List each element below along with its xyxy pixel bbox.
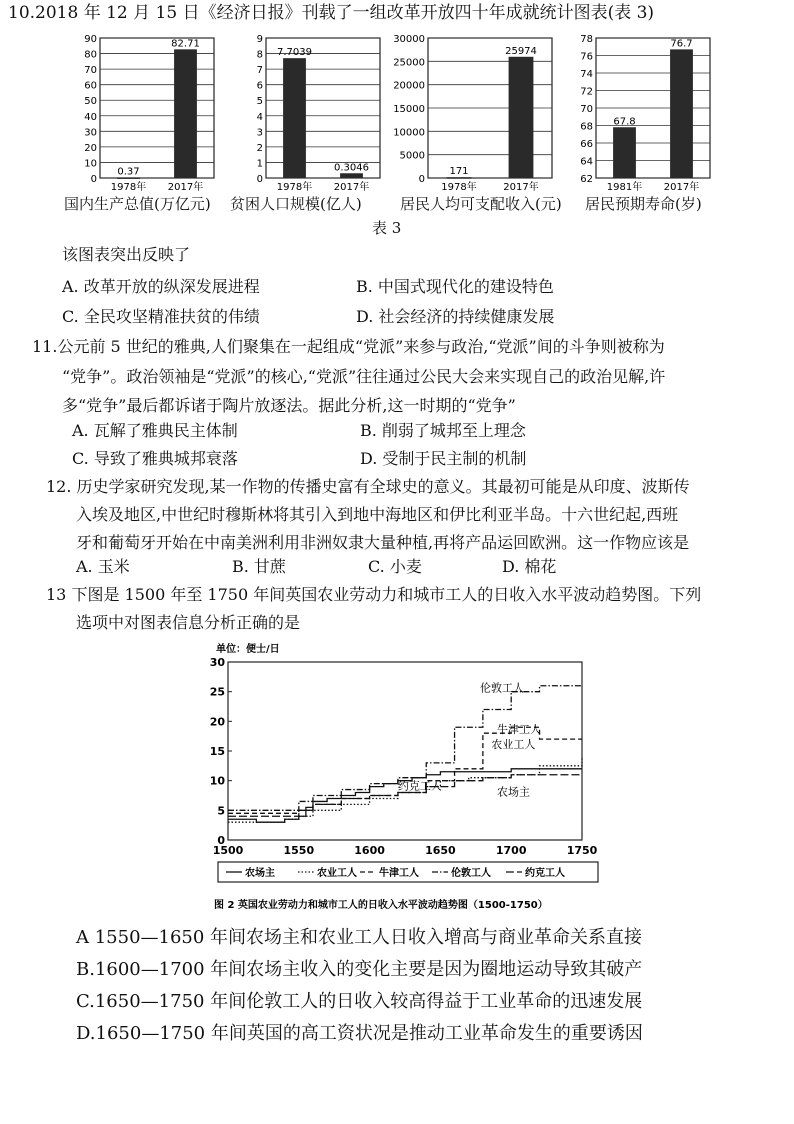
bar — [117, 177, 140, 179]
chart-lifespan — [556, 32, 716, 192]
legend-label: 农业工人 — [317, 868, 357, 879]
q12-option-c[interactable]: C. 小麦 — [368, 557, 422, 576]
y-tick-label: 10000 — [393, 127, 425, 139]
data-label: 171 — [449, 166, 469, 178]
y-tick-label: 80 — [84, 49, 97, 61]
y-tick-label: 0 — [256, 174, 263, 185]
gdp-caption: 国内生产总值(万亿元) — [64, 195, 211, 213]
y-axis-label: 单位：便士/日 — [216, 644, 280, 655]
y-tick-label: 3 — [256, 127, 263, 139]
data-label: 67.8 — [613, 116, 636, 128]
x-tick-label: 1978年 — [441, 182, 477, 192]
x-tick-label: 2017年 — [663, 182, 700, 192]
y-tick-label: 5 — [256, 96, 263, 108]
table-caption: 表 3 — [372, 219, 402, 237]
q13-option-a[interactable]: A 1550—1650 年间农场主和农业工人日收入增高与商业革命关系直接 — [76, 927, 643, 948]
chart-poverty — [226, 32, 386, 192]
q13-option-c[interactable]: C.1650—1750 年间伦敦工人的日收入较高得益于工业革命的迅速发展 — [76, 991, 643, 1012]
y-tick-label: 0 — [90, 174, 97, 185]
bar — [670, 49, 693, 178]
q12-line-2: 入埃及地区,中世纪时穆斯林将其引入到地中海地区和伊比利亚半岛。十六世纪起,西班 — [76, 505, 679, 524]
chart-gdp — [60, 32, 220, 192]
y-tick-label: 50 — [84, 96, 97, 108]
q11-option-d[interactable]: D. 受制于民主制的机制 — [360, 449, 527, 468]
data-label: 82.71 — [171, 38, 200, 50]
data-label: 76.7 — [670, 38, 693, 50]
y-tick-label: 15000 — [393, 104, 425, 115]
legend-label: 伦敦工人 — [451, 868, 491, 879]
x-tick-label: 1750 — [566, 844, 598, 857]
y-tick-label: 30 — [210, 656, 225, 669]
y-tick-label: 70 — [580, 104, 593, 115]
y-tick-label: 66 — [580, 139, 593, 150]
y-tick-label: 10 — [210, 774, 225, 788]
q10-option-c[interactable]: C. 全民攻坚精准扶贫的伟绩 — [62, 307, 260, 326]
y-tick-label: 78 — [580, 34, 593, 45]
q10-option-a[interactable]: A. 改革开放的纵深发展进程 — [62, 277, 260, 296]
y-tick-label: 5 — [217, 804, 225, 818]
q12-option-b[interactable]: B. 甘蔗 — [232, 557, 286, 576]
y-tick-label: 20000 — [393, 80, 425, 92]
x-tick-label: 1700 — [495, 844, 527, 857]
y-tick-label: 2 — [256, 142, 263, 154]
y-tick-label: 0 — [418, 174, 425, 185]
bar — [509, 57, 534, 178]
y-tick-label: 5000 — [399, 150, 425, 162]
y-tick-label: 10 — [84, 158, 97, 170]
y-tick-label: 76 — [580, 51, 593, 63]
q13-line-1: 13 下图是 1500 年至 1750 年间英国农业劳动力和城市工人的日收入水平波动趋势图。下列 — [46, 585, 702, 604]
q11-line-1: 11.公元前 5 世纪的雅典,人们聚集在一起组成“党派”来参与政治,“党派”间的斗争则被称为 — [32, 337, 665, 356]
y-tick-label: 30000 — [393, 34, 425, 45]
x-tick-label: 2017年 — [167, 182, 204, 192]
wage-chart — [210, 640, 610, 924]
y-tick-label: 8 — [256, 49, 263, 61]
series-annotation: 农场主 — [497, 785, 531, 799]
q12-line-1: 12. 历史学家研究发现,某一作物的传播史富有全球史的意义。其最初可能是从印度、波斯传 — [46, 477, 690, 496]
y-tick-label: 40 — [84, 111, 97, 123]
x-tick-label: 2017年 — [503, 182, 539, 192]
y-tick-label: 90 — [84, 34, 97, 45]
q10-option-d[interactable]: D. 社会经济的持续健康发展 — [356, 307, 555, 326]
q11-line-2: “党争”。政治领袖是“党派”的核心,“党派”往往通过公民大会来实现自己的政治见解,许 — [62, 367, 666, 386]
data-label: 0.3046 — [334, 162, 369, 174]
bar — [613, 127, 636, 178]
y-tick-label: 25000 — [393, 57, 425, 69]
y-tick-label: 30 — [84, 127, 97, 139]
q12-line-3: 牙和葡萄牙开始在中南美洲利用非洲奴隶大量种植,再将产品运回欧洲。这一作物应该是 — [76, 533, 690, 552]
q11-option-c[interactable]: C. 导致了雅典城邦衰落 — [72, 449, 238, 468]
y-tick-label: 7 — [256, 65, 263, 77]
bar — [283, 58, 306, 178]
x-tick-label: 1981年 — [606, 182, 643, 192]
x-tick-label: 1550 — [283, 844, 315, 857]
series-annotation: 牛津工人 — [497, 723, 542, 737]
chart-income — [388, 32, 558, 192]
q10-after: 该图表突出反映了 — [62, 245, 191, 264]
q13-line-2: 选项中对图表信息分析正确的是 — [76, 613, 301, 632]
y-tick-label: 25 — [210, 685, 225, 699]
chart-title: 图 2 英国农业劳动力和城市工人的日收入水平波动趋势图（1500-1750） — [214, 900, 548, 911]
y-tick-label: 4 — [256, 111, 263, 123]
x-tick-label: 1600 — [354, 844, 385, 857]
x-tick-label: 1500 — [212, 844, 244, 857]
y-tick-label: 64 — [580, 156, 593, 168]
y-tick-label: 62 — [580, 174, 593, 185]
y-tick-label: 74 — [580, 69, 593, 80]
q12-option-a[interactable]: A. 玉米 — [76, 557, 130, 576]
y-tick-label: 1 — [256, 158, 263, 170]
bar — [174, 49, 197, 178]
q13-option-d[interactable]: D.1650—1750 年间英国的高工资状况是推动工业革命发生的重要诱因 — [76, 1023, 643, 1044]
y-tick-label: 20 — [210, 715, 225, 729]
x-tick-label: 2017年 — [333, 182, 370, 192]
y-tick-label: 0 — [217, 834, 225, 847]
bar — [447, 177, 472, 179]
q11-option-a[interactable]: A. 瓦解了雅典民主体制 — [72, 421, 238, 440]
data-label: 7.7039 — [277, 47, 312, 59]
lifespan-caption: 居民预期寿命(岁) — [585, 195, 702, 213]
q11-option-b[interactable]: B. 削弱了城邦至上理念 — [360, 421, 526, 440]
series-annotation: 伦敦工人 — [480, 681, 525, 695]
q12-option-d[interactable]: D. 棉花 — [502, 557, 557, 576]
y-tick-label: 60 — [84, 80, 97, 92]
series-annotation: 约克工人 — [397, 779, 442, 793]
x-tick-label: 1978年 — [276, 182, 313, 192]
poverty-caption: 贫困人口规模(亿人) — [230, 195, 362, 213]
q11-line-3: 多“党争”最后都诉诸于陶片放逐法。据此分析,这一时期的“党争” — [62, 396, 516, 415]
legend-label: 农场主 — [245, 868, 275, 879]
y-tick-label: 15 — [210, 745, 225, 758]
q10-option-b[interactable]: B. 中国式现代化的建设特色 — [356, 277, 554, 296]
y-tick-label: 68 — [580, 121, 593, 133]
y-tick-label: 70 — [84, 65, 97, 77]
x-tick-label: 1650 — [425, 844, 456, 857]
x-tick-label: 1978年 — [110, 182, 147, 192]
data-label: 25974 — [505, 45, 537, 57]
legend-label: 约克工人 — [525, 868, 565, 879]
q13-option-b[interactable]: B.1600—1700 年间农场主收入的变化主要是因为圈地运动导致其破产 — [76, 959, 643, 980]
series-annotation: 农业工人 — [491, 738, 536, 752]
bar — [340, 173, 363, 178]
income-caption: 居民人均可支配收入(元) — [400, 195, 562, 213]
q10-stem: 10.2018 年 12 月 15 日《经济日报》刊载了一组改革开放四十年成就统计图表(表 3) — [8, 3, 655, 23]
y-tick-label: 20 — [84, 142, 97, 154]
y-tick-label: 6 — [256, 80, 263, 92]
y-tick-label: 72 — [580, 86, 593, 98]
data-label: 0.37 — [117, 166, 140, 178]
y-tick-label: 9 — [256, 34, 263, 45]
legend-label: 牛津工人 — [379, 868, 419, 879]
